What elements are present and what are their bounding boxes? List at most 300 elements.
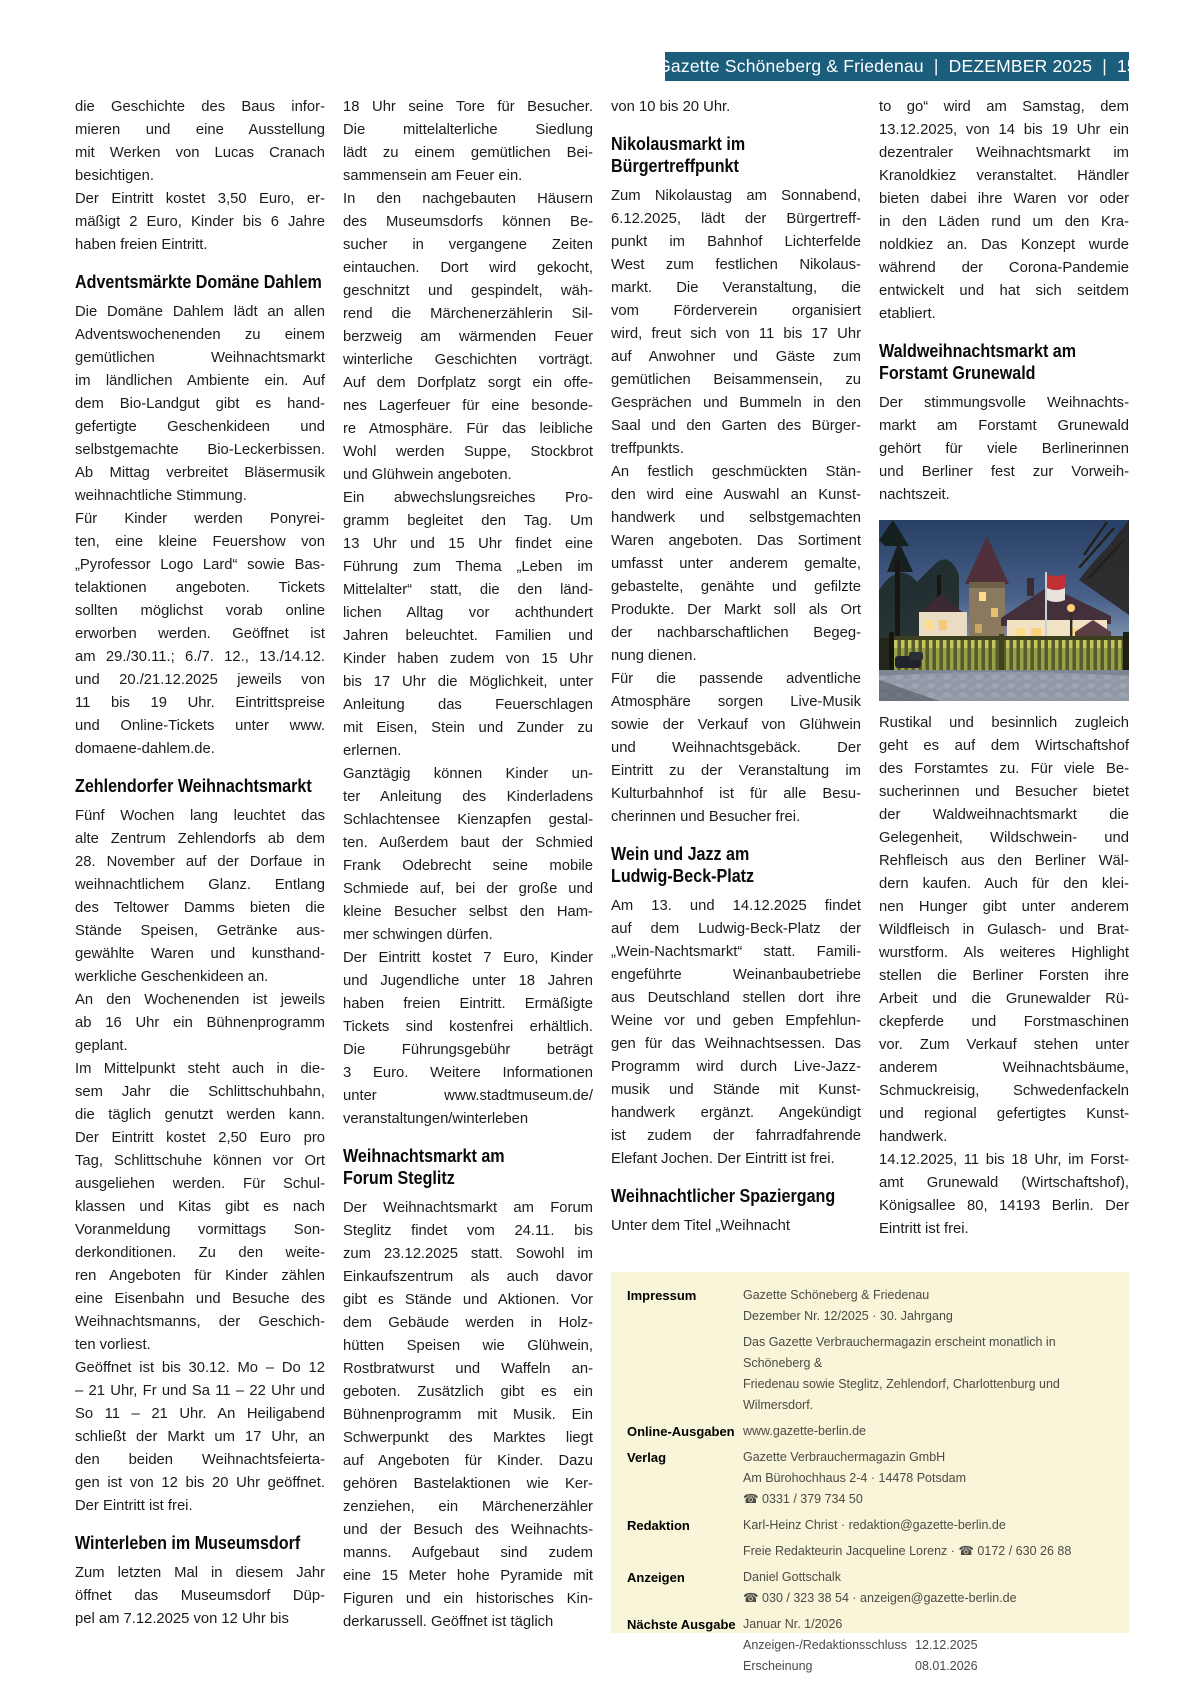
body-line: auf dem Ludwig-Beck-Platz der [611, 921, 861, 937]
body-line: mäßigt 2 Euro, Kinder bis 6 Jahre [75, 214, 325, 230]
body-line: weihnachtlichem Glanz. Entlang [75, 877, 325, 893]
body-line: dem Gebäude werden in Holz- [343, 1315, 593, 1331]
body-line: sowie der Verkauf von Glühwein [611, 717, 861, 733]
body-line: Der Eintritt kostet 2,50 Euro pro [75, 1130, 325, 1146]
paragraph [75, 1058, 325, 1357]
body-line: selbstgemachte Bio-Leckerbissen. [75, 442, 325, 458]
paragraph [75, 805, 325, 989]
impressum-row [627, 1285, 1115, 1327]
body-line: Der Eintritt kostet 7 Euro, Kinder [343, 950, 593, 966]
impressum-value-line: Januar Nr. 1/2026 [743, 1617, 843, 1631]
impressum-value-line: Gazette Schöneberg & Friedenau [743, 1288, 930, 1302]
body-line: gen für das Weihnachtsessen. Das [611, 1036, 861, 1052]
body-line: handwerk und selbstgemachten [611, 510, 861, 526]
body-line: lädt zu einem gemütlichen Bei- [343, 145, 593, 161]
body-line: sucher in vergangene Zeiten [343, 237, 593, 253]
body-line: besichtigen. [75, 168, 154, 184]
body-line: Elefant Jochen. Der Eintritt ist frei. [611, 1151, 835, 1167]
body-line: sammensein am Feuer ein. [343, 168, 523, 184]
body-line: Programm wird durch Live-Jazz- [611, 1059, 861, 1075]
body-line: mer schwingen dürfen. [343, 927, 493, 943]
body-line: Auf dem Dorfplatz sorgt ein offe- [343, 375, 593, 391]
impressum-label: Anzeigen [627, 1570, 685, 1585]
body-line: sucherinnen und Besucher bietet [879, 784, 1129, 800]
text-column-2 [343, 96, 593, 1634]
body-line: Ein abwechslungsreiches Pro- [343, 490, 593, 506]
body-line: anderem Weihnachtsbäume, [879, 1060, 1129, 1076]
impressum-label [627, 1541, 743, 1562]
paragraph [879, 1149, 1129, 1241]
impressum-row [627, 1515, 1115, 1536]
body-line: Eintritt ist frei. [879, 1221, 969, 1237]
section-heading-line: Bürgertreffpunkt [611, 155, 739, 176]
body-line: gehören Bastelaktionen wie Ker- [343, 1476, 593, 1492]
body-line: Arbeit und die Grunewalder Rü- [879, 991, 1129, 1007]
body-line: markt. Die Veranstaltung, die [611, 280, 861, 296]
text-column-1 [75, 96, 325, 1631]
body-line: Anleitung das Feuerschlagen [343, 697, 593, 713]
body-line: Tag, Schlittschuhe können vor Ort [75, 1153, 325, 1169]
body-line: Waren angeboten. Das Sortiment [611, 533, 861, 549]
paragraph [75, 301, 325, 508]
body-line: Weihnachtsmanns, der Geschich- [75, 1314, 325, 1330]
section-heading-line: Waldweihnachtsmarkt am [879, 340, 1077, 361]
body-line: ten vorliest. [75, 1337, 151, 1353]
body-line: ist zudem der fahrradfahrende [611, 1128, 861, 1144]
section-heading-line: Weihnachtsmarkt am [343, 1145, 505, 1166]
body-line: sollten möglichst vorab online [75, 603, 325, 619]
paragraph [343, 188, 593, 487]
paragraph [343, 947, 593, 1131]
header-separator: | [933, 56, 939, 76]
paragraph [611, 461, 861, 668]
impressum-value-line: Das Gazette Verbrauchermagazin erscheint monatlich in Schöneberg & [743, 1335, 1056, 1370]
impressum-value-line: Gazette Verbrauchermagazin GmbH [743, 1450, 946, 1464]
body-line: telaktionen angeboten. Tickets [75, 580, 325, 596]
body-line: pel am 7.12.2025 von 12 Uhr bis [75, 1611, 289, 1627]
body-line: des Museumsdorfs können Be- [343, 214, 593, 230]
body-line: Schmuckreisig, Schwedenfackeln [879, 1083, 1129, 1099]
body-line: die Geschichte des Baus infor- [75, 99, 325, 115]
forstamt-grunewald-photo [879, 520, 1129, 701]
body-line: zenziehen, ein Märchenerzähler [343, 1499, 593, 1515]
impressum-value [743, 1285, 1115, 1327]
impressum-value-line: Daniel Gottschalk [743, 1570, 841, 1584]
body-line: klassen und Kitas gibt es nach [75, 1199, 325, 1215]
page-header-bar [657, 52, 1137, 81]
body-line: 11 bis 19 Uhr. Eintrittspreise [75, 695, 325, 711]
body-line: schließt der Markt um 17 Uhr, an [75, 1429, 325, 1445]
body-line: West zum festlichen Nikolaus- [611, 257, 861, 273]
body-line: Ganztägig können Kinder un- [343, 766, 593, 782]
paragraph [75, 508, 325, 761]
impressum-value [743, 1515, 1115, 1536]
section-heading [75, 271, 325, 293]
section-heading-line: Weihnachtlicher Spaziergang [611, 1185, 836, 1206]
body-line: gemütlichen Beisammensein, zu [611, 372, 861, 388]
body-line: eintauchen. Dort wird gekocht, [343, 260, 593, 276]
body-line: wird, freut sich von 11 bis 17 Uhr [611, 326, 861, 342]
paragraph [343, 1197, 593, 1634]
body-line: alte Zentrum Zehlendorfs ab dem [75, 831, 325, 847]
body-line: geplant. [75, 1038, 128, 1054]
body-line: Die Führungsgebühr beträgt [343, 1042, 593, 1058]
body-line: Jahren beleuchtet. Familien und [343, 628, 593, 644]
body-line: re Atmosphäre. Für das leibliche [343, 421, 593, 437]
impressum-box [611, 1272, 1129, 1673]
body-line: vor. Zum Verkauf stehen unter [879, 1037, 1129, 1053]
paragraph [343, 96, 593, 188]
paragraph [75, 96, 325, 188]
body-line: und der Besuch des Weihnachts- [343, 1522, 593, 1538]
body-line: berzweig am wärmenden Feuer [343, 329, 593, 345]
body-line: bis 17 Uhr die Möglichkeit, unter [343, 674, 593, 690]
body-line: amt Grunewald (Wirtschaftshof), [879, 1175, 1129, 1191]
impressum-value [743, 1567, 1115, 1609]
impressum-value-line: Erscheinung 08.01.2026 [743, 1659, 978, 1673]
paragraph [879, 392, 1129, 507]
body-line: eine Eisenbahn und Besuche des [75, 1291, 325, 1307]
body-line: Königsallee 80, 14193 Berlin. Der [879, 1198, 1129, 1214]
section-heading-line: Forstamt Grunewald [879, 362, 1036, 383]
body-line: Figuren und ein historisches Kin- [343, 1591, 593, 1607]
body-line: noldkiez an. Das Konzept wurde [879, 237, 1129, 253]
body-line: und Weihnachtsgebäck. Der [611, 740, 861, 756]
body-line: geht es auf dem Wirtschaftshof [879, 738, 1129, 754]
body-line: 6.12.2025, lädt der Bürgertreff- [611, 211, 861, 227]
body-line: der Waldweihnachtsmarkt die [879, 807, 1129, 823]
body-line: 18 Uhr seine Tore für Besucher. [343, 99, 593, 115]
section-heading-line: Nikolausmarkt im [611, 133, 746, 154]
body-line: Rustikal und besinnlich zugleich [879, 715, 1129, 731]
body-line: Im Mittelpunkt steht auch in die- [75, 1061, 325, 1077]
impressum-value-line: Dezember Nr. 12/2025 · 30. Jahrgang [743, 1309, 953, 1323]
body-line: An festlich geschmückten Stän- [611, 464, 861, 480]
body-line: und 20./21.12.2025 jeweils von [75, 672, 325, 688]
body-line: Der Eintritt kostet 3,50 Euro, er- [75, 191, 325, 207]
body-line: Der Weihnachtsmarkt am Forum [343, 1200, 593, 1216]
body-line: Eintritt zu der Veranstaltung im [611, 763, 861, 779]
impressum-value-line: Friedenau sowie Steglitz, Zehlendorf, Charlottenburg und Wilmersdorf. [743, 1377, 1060, 1412]
section-heading-line: Zehlendorfer Weihnachtsmarkt [75, 775, 312, 796]
body-line: Zum Nikolaustag am Sonnabend, [611, 188, 861, 204]
body-line: weihnachtliche Stimmung. [75, 488, 247, 504]
impressum-value-line: Freie Redakteurin Jacqueline Lorenz · ☎ 0172 / 630 26 88 [743, 1544, 1072, 1558]
section-heading [879, 340, 1129, 384]
body-line: wurstform. Als weiteres Highlight [879, 945, 1129, 961]
body-line: den wird eine Auswahl an Kunst- [611, 487, 861, 503]
body-line: auf Anwohner und Gäste zum [611, 349, 861, 365]
body-line: So 11 – 21 Uhr. An Heiligabend [75, 1406, 325, 1422]
body-line: Zum letzten Mal in diesem Jahr [75, 1565, 325, 1581]
impressum-row [627, 1614, 1115, 1677]
body-line: und Glühwein angeboten. [343, 467, 512, 483]
body-line: Ab Mittag verbreitet Bläsermusik [75, 465, 325, 481]
impressum-row [627, 1421, 1115, 1442]
body-line: Die mittelalterliche Siedlung [343, 122, 593, 138]
body-line: Schwerpunkt des Marktes liegt [343, 1430, 593, 1446]
section-heading [75, 1532, 325, 1554]
section-heading [343, 1145, 593, 1189]
body-line: Kulturbahnhof ist für alle Besu- [611, 786, 861, 802]
body-line: handwerk. [879, 1129, 948, 1145]
paragraph [75, 1562, 325, 1631]
body-line: Saal und den Garten des Bürger- [611, 418, 861, 434]
body-line: 14.12.2025, 11 bis 18 Uhr, im Forst- [879, 1152, 1129, 1168]
body-line: veranstaltungen/winterleben [343, 1111, 529, 1127]
body-line: im ländlichen Ambiente ein. Auf [75, 373, 325, 389]
body-line: cherinnen und Besucher frei. [611, 809, 801, 825]
body-line: „Pyrofessor Logo Lard“ sowie Bas- [75, 557, 325, 573]
body-line: Rehfleisch aus den Berliner Wäl- [879, 853, 1129, 869]
body-line: Einkaufszentrum als auch davor [343, 1269, 593, 1285]
body-line: gibt es Stände und Aktionen. Vor [343, 1292, 593, 1308]
body-line: nen Hunger gibt unter anderem [879, 899, 1129, 915]
body-line: Wildfleisch in Gulasch- und Brat- [879, 922, 1129, 938]
body-line: Bühnenprogramm mit Musik. Ein [343, 1407, 593, 1423]
impressum-value [743, 1421, 1115, 1442]
paragraph [611, 895, 861, 1171]
body-line: und Berliner fest zur Vorweih- [879, 464, 1129, 480]
section-heading [611, 1185, 861, 1207]
body-line: rend die Märchenerzählerin Sil- [343, 306, 593, 322]
body-line: zum 23.12.2025 statt. Sowohl im [343, 1246, 593, 1262]
body-line: Gesprächen und Bummeln in den [611, 395, 861, 411]
body-line: 13.12.2025, von 14 bis 19 Uhr ein [879, 122, 1129, 138]
section-heading-line: Adventsmärkte Domäne Dahlem [75, 271, 322, 292]
impressum-value-line: Am Bürohochhaus 2-4 · 14478 Potsdam [743, 1471, 967, 1485]
paragraph [879, 712, 1129, 1149]
body-line: Gelegenheit, Wildschwein- und [879, 830, 1129, 846]
body-line: Weine vor und geben Empfehlun- [611, 1013, 861, 1029]
body-line: gen ist von 12 bis 20 Uhr geöffnet. [75, 1475, 325, 1491]
body-line: – 21 Uhr, Fr und Sa 11 – 22 Uhr und [75, 1383, 325, 1399]
body-line: Fünf Wochen lang leuchtet das [75, 808, 325, 824]
body-line: Für Kinder werden Ponyrei- [75, 511, 325, 527]
body-line: öffnet das Museumsdorf Düp- [75, 1588, 325, 1604]
body-line: gramm begleitet den Tag. Um [343, 513, 593, 529]
body-line: An den Wochenenden ist jeweils [75, 992, 325, 1008]
body-line: Kinder haben zudem von 15 Uhr [343, 651, 593, 667]
body-line: 13 Uhr und 15 Uhr findet eine [343, 536, 593, 552]
section-heading-line: Winterleben im Museumsdorf [75, 1532, 301, 1553]
body-line: entwickelt und hat sich seitdem [879, 283, 1129, 299]
impressum-row [627, 1447, 1115, 1510]
body-line: derkarussell. Geöffnet ist täglich [343, 1614, 554, 1630]
body-line: des Forstamtes zu. Für viele Be- [879, 761, 1129, 777]
body-line: auf Angeboten für Kinder. Dazu [343, 1453, 593, 1469]
body-line: und Online-Tickets unter www. [75, 718, 325, 734]
body-line: ten. Außerdem baut der Schmied [343, 835, 593, 851]
body-line: bieten dabei ihre Waren vor oder [879, 191, 1129, 207]
body-line: dern kaufen. Auch für den klei- [879, 876, 1129, 892]
body-line: Für die passende adventliche [611, 671, 861, 687]
body-line: ren Angeboten für Kinder zählen [75, 1268, 325, 1284]
body-line: markt am Forstamt Grunewald [879, 418, 1129, 434]
body-line: gehört für viele Berlinerinnen [879, 441, 1129, 457]
paragraph [879, 96, 1129, 326]
body-line: sem Jahr die Schlittschuhbahn, [75, 1084, 325, 1100]
body-line: dem Bio-Landgut gibt es hand- [75, 396, 325, 412]
body-line: den beiden Weihnachtsfeierta- [75, 1452, 325, 1468]
body-line: engeführte Weinanbaubetriebe [611, 967, 861, 983]
paragraph [611, 185, 861, 461]
body-line: Kranoldkiez veranstaltet. Händler [879, 168, 1129, 184]
body-line: am 29./30.11.; 6./7. 12., 13./14.12. [75, 649, 325, 665]
section-heading [611, 133, 861, 177]
body-line: umfasst unter anderem gemalte, [611, 556, 861, 572]
body-line: kleine Besucher selbst den Ham- [343, 904, 593, 920]
paragraph [611, 1215, 861, 1238]
body-line: to go“ wird am Samstag, dem [879, 99, 1129, 115]
body-line: Mittelalter“ statt, die den länd- [343, 582, 593, 598]
body-line: manns. Aufgebaut sind zudem [343, 1545, 593, 1561]
body-line: domaene-dahlem.de. [75, 741, 215, 757]
impressum-value [743, 1332, 1115, 1416]
body-line: Geöffnet ist bis 30.12. Mo – Do 12 [75, 1360, 325, 1376]
body-line: gebastelte, genähte und gefilzte [611, 579, 861, 595]
section-heading [611, 843, 861, 887]
body-line: haben freien Eintritt. Ermäßigte [343, 996, 593, 1012]
impressum-value-line: Anzeigen-/Redaktionsschluss 12.12.2025 [743, 1638, 978, 1652]
body-line: nung dienen. [611, 648, 697, 664]
body-line: hütten Speisen wie Glühwein, [343, 1338, 593, 1354]
impressum-row [627, 1541, 1115, 1562]
body-line: ten, eine kleine Feuershow von [75, 534, 325, 550]
paragraph [75, 1357, 325, 1518]
paragraph [343, 763, 593, 947]
body-line: Rostbratwurst und Waffeln an- [343, 1361, 593, 1377]
body-line: von 10 bis 20 Uhr. [611, 99, 731, 115]
body-line: mieren und eine Ausstellung [75, 122, 325, 138]
body-line: lichen Alltag vor achthundert [343, 605, 593, 621]
body-line: Schmiede auf, bei der große und [343, 881, 593, 897]
impressum-label: Nächste Ausgabe [627, 1617, 736, 1632]
body-line: Schlachtensee Kienzapfen gestal- [343, 812, 593, 828]
body-line: 28. November auf der Dorfaue in [75, 854, 325, 870]
section-heading-line: Ludwig-Beck-Platz [611, 865, 755, 886]
body-line: derkonditionen. Zu den weite- [75, 1245, 325, 1261]
body-line: aus Deutschland stellen dort ihre [611, 990, 861, 1006]
header-separator: | [1102, 56, 1107, 76]
body-line: in den Läden rund um den Kra- [879, 214, 1129, 230]
body-line: gefertigte Geschenkideen und [75, 419, 325, 435]
body-line: die täglich genutzt werden kann. [75, 1107, 325, 1123]
body-line: ausgeliehen werden. Für Schul- [75, 1176, 325, 1192]
body-line: mit Werken von Lucas Cranach [75, 145, 325, 161]
issue-date: DEZEMBER 2025 [948, 56, 1093, 76]
body-line: treffpunkts. [611, 441, 684, 457]
body-line: stellen die Berliner Forsten ihre [879, 968, 1129, 984]
body-line: etabliert. [879, 306, 936, 322]
text-column-3 [611, 96, 861, 1238]
body-line: Steglitz findet vom 24.11. bis [343, 1223, 593, 1239]
body-line: Unter dem Titel „Weihnacht [611, 1218, 791, 1234]
impressum-value [743, 1614, 1115, 1677]
body-line: eine 15 Meter hohe Pyramide mit [343, 1568, 593, 1584]
paragraph [343, 487, 593, 763]
body-line: Am 13. und 14.12.2025 findet [611, 898, 861, 914]
body-line: mit Eisen, Stein und Zunder zu [343, 720, 593, 736]
impressum-row [627, 1567, 1115, 1609]
body-line: Voranmeldung vormittags Son- [75, 1222, 325, 1238]
page-number: 15 [1117, 56, 1137, 76]
section-heading-line: Wein und Jazz am [611, 843, 750, 864]
impressum-value-line: ☎ 0331 / 379 734 50 [743, 1492, 863, 1506]
body-line: Wohl werden Suppe, Stockbrot [343, 444, 593, 460]
body-line: punkt im Bahnhof Lichterfelde [611, 234, 861, 250]
impressum-label: Impressum [627, 1288, 697, 1303]
body-line: 3 Euro. Weitere Informationen [343, 1065, 593, 1081]
body-line: während der Corona-Pandemie [879, 260, 1129, 276]
impressum-label: Redaktion [627, 1518, 690, 1533]
body-line: Führung zum Thema „Leben im [343, 559, 593, 575]
body-line: gemütlichen Weihnachtsmarkt [75, 350, 325, 366]
body-line: winterliche Geschichten vorträgt. [343, 352, 593, 368]
impressum-value [743, 1541, 1115, 1562]
body-line: vom Förderverein organisiert [611, 303, 861, 319]
body-line: handwerk ergänzt. Angekündigt [611, 1105, 861, 1121]
paragraph [611, 96, 861, 119]
impressum-value-line: Karl-Heinz Christ · redaktion@gazette-berlin.de [743, 1518, 1006, 1532]
impressum-value-line: ☎ 030 / 323 38 54 · anzeigen@gazette-berlin.de [743, 1591, 1017, 1605]
body-line: haben freien Eintritt. [75, 237, 208, 253]
body-line: ter Anleitung des Kinderladens [343, 789, 593, 805]
body-line: Produkte. Der Markt soll als Ort [611, 602, 861, 618]
impressum-label [627, 1332, 743, 1416]
body-line: Der stimmungsvolle Weihnachts- [879, 395, 1129, 411]
body-line: Tickets sind kostenfrei erhältlich. [343, 1019, 593, 1035]
body-line: In den nachgebauten Häusern [343, 191, 593, 207]
body-line: Die Domäne Dahlem lädt an allen [75, 304, 325, 320]
paragraph [75, 188, 325, 257]
body-line: Adventswochenenden zu einem [75, 327, 325, 343]
body-line: und Jugendliche unter 18 Jahren [343, 973, 593, 989]
body-line: dezentraler Weihnachtsmarkt im [879, 145, 1129, 161]
impressum-label: Verlag [627, 1450, 667, 1465]
body-line: erworben werden. Geöffnet ist [75, 626, 325, 642]
body-line: geschnitzt und gespindelt, wäh- [343, 283, 593, 299]
impressum-value [743, 1447, 1115, 1510]
body-line: „Wein-Nachtsmarkt“ statt. Famili- [611, 944, 861, 960]
body-line: Der Eintritt ist frei. [75, 1498, 193, 1514]
body-line: des Teltower Damms bieten die [75, 900, 325, 916]
body-line: ab 16 Uhr ein Bühnenprogramm [75, 1015, 325, 1031]
paragraph [611, 668, 861, 829]
body-line: und regional gefertigtes Kunst- [879, 1106, 1129, 1122]
body-line: musik und Stände mit Kunst- [611, 1082, 861, 1098]
body-line: der nachbarschaftlichen Begeg- [611, 625, 861, 641]
impressum-label: Online-Ausgaben [627, 1424, 735, 1439]
body-line: werkliche Geschenkideen an. [75, 969, 269, 985]
body-line: erlernen. [343, 743, 402, 759]
paragraph [75, 989, 325, 1058]
body-line: geboten. Zusätzlich gibt es ein [343, 1384, 593, 1400]
text-column-4 [879, 96, 1129, 1241]
body-line: Stände Speisen, Getränke aus- [75, 923, 325, 939]
section-heading-line: Forum Steglitz [343, 1167, 455, 1188]
body-line: Frank Odebrecht seine mobile [343, 858, 593, 874]
section-heading [75, 775, 325, 797]
body-line: nachtszeit. [879, 487, 950, 503]
body-line: Atmosphäre sorgen Live-Musik [611, 694, 861, 710]
impressum-value-line: www.gazette-berlin.de [743, 1424, 866, 1438]
newspaper-title: Gazette Schöneberg & Friedenau [657, 56, 924, 76]
body-line: gewählte Waren und kunsthand- [75, 946, 325, 962]
body-line: unter www.stadtmuseum.de/ [343, 1088, 593, 1104]
impressum-row [627, 1332, 1115, 1416]
body-line: ckepferde und Forstmaschinen [879, 1014, 1129, 1030]
